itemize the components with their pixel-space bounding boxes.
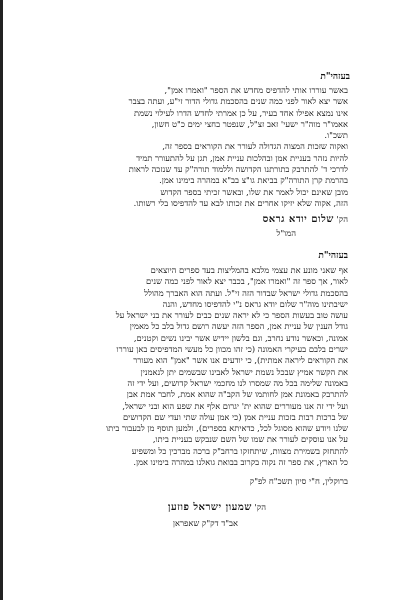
letter2-date-line: ברוקלין, ח"י סיון תשכ"ח לפ"ק [249, 476, 348, 486]
letter2-heading: בעזהי"ת [318, 251, 348, 261]
letter1-signature [263, 214, 348, 225]
text-line: כל הארץ, את ספר זה נקוה בקרוב בבואת גואלנו במהרה בימינו אמן. [133, 457, 348, 468]
text-line: להתרבק באמונת אמן לחותמו של הקב"ה שהוא אמת, לחבר אמת אבן [126, 389, 348, 400]
text-line: אף שאני מונע את עצמי מלבא בהמליצות בעד ספרים היוצאים [150, 265, 348, 275]
text-line: באמונה שלימה בכל מה שמסרו לנו מחכמי ישראל קדושים, ועל ידי זה [127, 377, 348, 388]
letter1-signature-title: המו"ל [276, 228, 296, 238]
text-line: אשר יצא לאור לפני כמה שנים בהסכמת גדולי הדור זי"ע, ועתה בצבר [128, 96, 348, 107]
text-line: בהסכמת גדולי ישראל שבדור הזה זי"ל. ועתה הוא האברך מהולל [144, 287, 348, 298]
text-line: מובן שאינם יכול לאמר את שלו, ובאשר זכיתי בספר הקדוש [160, 186, 348, 197]
letter2-signature [168, 502, 266, 513]
text-line: ישיבתינו מוה"ר שלום יודא גראס נ"י להדפיסו מחדש, והנה [162, 298, 348, 309]
text-line: את הקוראים ליראה אמתית), כי יודעים אנו אשר "אמן" הוא מעורר [133, 355, 348, 366]
text-line: לדרכי ד' להתרבק בתורתנו הקדושה וללמוד תורה"ק עד שנזכה לראות [128, 164, 348, 175]
letter2-body [58, 265, 348, 468]
text-line: תשכ"ו. [324, 130, 348, 141]
text-line: ועל ידי זה אנו מעוררים שהוא ית' יגרום אלף את שפע הוא ובני ישראל, [122, 400, 348, 411]
text-line: להיות נזהר בעניית אמן ובהלכות עניית אמן, תגן על להתעורר תמיד [136, 152, 348, 163]
text-line: לאור, אך ספר זה "ואמרו אמן", בכבר יצא לאור לפני כמה שנים [146, 276, 348, 287]
letter1-body [60, 85, 348, 209]
text-line: ואקוה שזכות המצוה הגדולה לעורר את הקוראים בספר זה, [162, 141, 348, 152]
text-line: באשר עוררו אותי להדפיס מחדש את הספר "ואמרו אמן", [164, 85, 348, 95]
text-line: הזה, אקוה שלא יזיקו אחרים את זכותו לבא עד להדפיסו בלי רשותו. [133, 197, 348, 208]
text-line: בהרמת קרן התורה"ק בביאת גו"צ בב"א במהרה בימינו אמן. [159, 175, 348, 186]
text-line: את הקשר אמיץ שבכל נשמת ישראל לאבינו שבשמים יתן לנאמנין [140, 366, 348, 377]
text-line: אאמו"ר מוה"ר ישעי' זאב זצ"ל, שנפטר בחצי ימים כ"ט חשון, [151, 118, 348, 129]
text-line: להתחזק בשמירת מצוות, שיתחזקו ברחב"ק ברכה מברכין כל ומשפיע [131, 445, 348, 456]
text-line: אמונה, וכאשר נודע נחרב, וגם בלשון יידיש אשר יבינו נשים וקטנים, [133, 332, 348, 343]
text-line: של ברכות רבות בזכות עניית אמן (כי אמן עולה שתי ועדי שם הקדושים [123, 411, 348, 422]
letter1-signature-prefix: הק' [336, 214, 348, 224]
letter2-signature-title: אב"ד דק"ק שאפראן [172, 518, 238, 528]
text-line: גודל הענין של עניית אמן, הספר הזה יעשה רושם גדול בלב כל מאמין [129, 321, 348, 332]
letter1-signature-name: שלום יודא גראס [262, 214, 334, 225]
text-line: עושה טוב בעשות הספר כי לא יראה שנים כבים לעורר את בני ישראל על [115, 310, 348, 321]
letter1-heading: בעזהי"ת [320, 72, 350, 82]
text-line: ישרים בלבם בעיקרי האמונה (כי זהו מכוון כל מעשי המדפיסים באן עוררו [116, 344, 348, 355]
text-line: אינו נמצא אפילו אחד בעיר, על כן אמרתי לחדש הדרו לעילוי נשמת [134, 107, 348, 118]
page-edge-mark [0, 0, 3, 600]
letter2-signature-prefix: הק' [254, 502, 266, 512]
text-line: שלנו ויודע שהוא מסוגל לכל, כדאיתא בספרים), ולמען תוסף מן לבעבור ביתו [106, 423, 348, 434]
text-line: על אנו עוסקים לעורר את שמו של השם שנבקש בעניית ביתו, [152, 434, 348, 445]
letter2-signature-name: שמעון ישראל פוזען [167, 502, 252, 513]
